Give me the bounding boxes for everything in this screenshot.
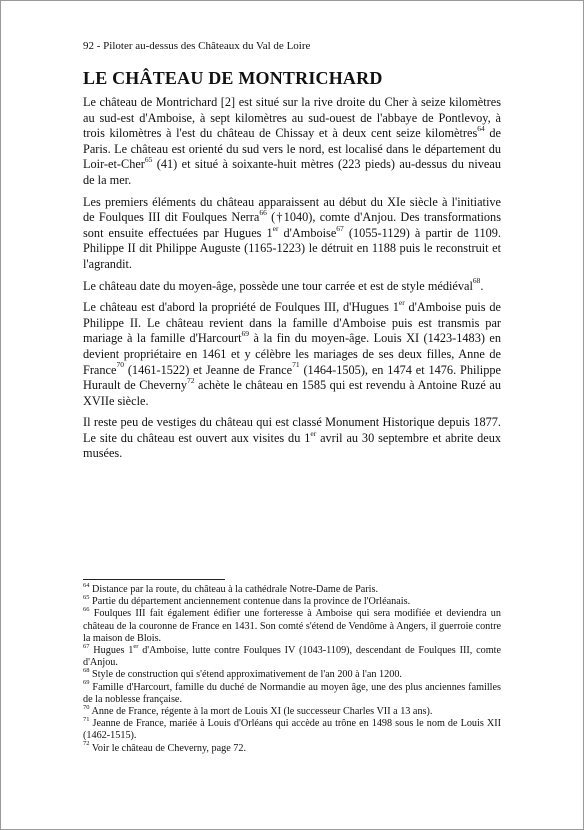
footnote-separator: [83, 579, 225, 580]
footnote: [83, 715, 501, 742]
footnote-list: [83, 581, 502, 755]
text-run: .: [480, 278, 484, 293]
superscript-ref: 70: [83, 703, 90, 711]
superscript-ref: er: [133, 642, 139, 650]
footnote: [83, 608, 501, 645]
superscript-ref: er: [398, 298, 405, 308]
text-run: Voir le château de Cheverny, page 72.: [89, 742, 247, 754]
text-run: Il reste peu de vestiges du château qui est classé Monument Historique depuis 1877. Le site du château est ouvert aux visites du 1: [83, 415, 501, 445]
footnote: [83, 581, 501, 596]
text-run: avril au 30 septembre et abrite deux musées.: [83, 430, 501, 461]
text-run: Style de construction qui s'étend approximativement de l'an 200 à l'an 1200.: [89, 669, 402, 681]
text-run: Partie du département anciennement contenue dans la province de l'Orléanais.: [89, 596, 411, 608]
text-run: (41) et situé à soixante-huit mètres (223 pieds) au-dessus du niveau de la mer.: [83, 157, 501, 187]
text-run: Famille d'Harcourt, famille du duché de Normandie au moyen âge, une des plus anciennes familles de la noblesse française.: [83, 681, 501, 705]
superscript-ref: 72: [187, 376, 195, 385]
text-run: Le château date du moyen-âge, possède une tour carrée et est de style médiéval: [83, 278, 473, 293]
superscript-ref: 64: [83, 581, 90, 589]
text-run: d'Amboise puis de Philippe II. Le château revient dans la famille d'Amboise puis est transmis par mariage à la famille d'Harcourt: [83, 300, 501, 346]
superscript-ref: 69: [241, 329, 250, 339]
superscript-ref: 70: [116, 360, 124, 370]
superscript-ref: er: [272, 223, 279, 233]
page-title: LE CHÂTEAU DE MONTRICHARD: [83, 68, 383, 88]
text-run: (†1040), comte d'Anjou. Des transformations sont ensuite effectuées par Hugues 1: [83, 210, 501, 240]
superscript-ref: 72: [83, 740, 90, 748]
superscript-ref: 65: [144, 155, 153, 165]
text-run: Anne de France, régente à la mort de Louis XI (le successeur Charles VII a 13 ans).: [89, 706, 433, 718]
footnote: [83, 642, 502, 669]
superscript-ref: 68: [472, 276, 481, 286]
superscript-ref: 64: [477, 124, 485, 134]
superscript-ref: 68: [83, 667, 90, 675]
text-run: Le château de Montrichard [2] est situé sur la rive droite du Cher à seize kilomètres au sud-est d'Amboise, à sept kilomètres au sud-ouest de l'abbaye de Pontlevoy, à trois kilomètres à l'est du château de Chissay et à deux cent seize kilomètres: [83, 95, 501, 141]
superscript-ref: er: [310, 428, 317, 438]
text-run: Foulques III fait également édifier une forteresse à Amboise qui sera modifiée et deviendra un château de la couronne de France en 1431. Son comté s'étend de Vendôme à Angers, il guerroie contre la maison de Blois.: [83, 608, 501, 644]
superscript-ref: 66: [83, 606, 90, 614]
body-paragraph: [83, 300, 501, 409]
text-run: Distance par la route, du château à la cathédrale Notre-Dame de Paris.: [89, 584, 379, 595]
text-run: Le château est d'abord la propriété de Foulques III, d'Hugues 1: [83, 300, 399, 315]
text-run: à la fin du moyen-âge. Louis XI (1423-1483) en devient propriétaire en 1461 et y célèbre les mariages de ses deux filles, Anne de France: [83, 331, 501, 377]
body-paragraph: [83, 415, 501, 462]
text-run: d'Amboise: [278, 225, 337, 240]
text-run: Les premiers éléments du château apparaissent au début du XIe siècle à l'initiative de Foulques III dit Foulques Nerra: [83, 194, 501, 225]
text-run: (1461-1522) et Jeanne de France: [123, 362, 293, 377]
body-paragraph: [83, 276, 501, 295]
superscript-ref: 71: [292, 360, 300, 370]
text-run: achète le château en 1585 qui est revendu à Antoine Ruzé au XVIIe siècle.: [83, 378, 501, 408]
body-paragraph: [83, 195, 501, 273]
text-run: de Paris. Le château est orienté du sud vers le nord, est localisé dans le département du Loir-et-Cher: [83, 126, 501, 172]
document-page: [83, 40, 501, 468]
superscript-ref: 67: [83, 642, 90, 650]
footnote: [83, 740, 501, 755]
body-text: [83, 95, 501, 462]
superscript-ref: 71: [83, 715, 90, 723]
footnote: [83, 703, 501, 718]
footnote: [83, 669, 501, 681]
footnote: [83, 679, 501, 706]
footnote: [83, 593, 501, 608]
text-run: (1055-1129) à partir de 1109. Philippe II dit Philippe Auguste (1165-1223) le détruit en 1188 puis le reconstruit et l'agrandit.: [83, 225, 501, 271]
text-run: d'Amboise, lutte contre Foulques IV (1043-1109), descendant de Foulques III, comte d'Anjou.: [83, 645, 502, 669]
superscript-ref: 65: [83, 593, 90, 601]
text-run: Jeanne de France, mariée à Louis d'Orléans qui accède au trône en 1498 sous le nom de Louis XII (1462-1515).: [83, 718, 501, 742]
running-header: 92 - Piloter au-dessus des Châteaux du Val de Loire: [83, 40, 311, 52]
superscript-ref: 69: [83, 679, 90, 687]
superscript-ref: 67: [336, 223, 344, 233]
text-run: (1464-1505), en 1474 et 1476. Philippe Hurault de Cheverny: [83, 362, 501, 393]
text-run: Hugues 1: [89, 645, 134, 657]
footnotes: [83, 579, 501, 755]
superscript-ref: 66: [259, 208, 267, 218]
body-paragraph: [83, 95, 501, 189]
